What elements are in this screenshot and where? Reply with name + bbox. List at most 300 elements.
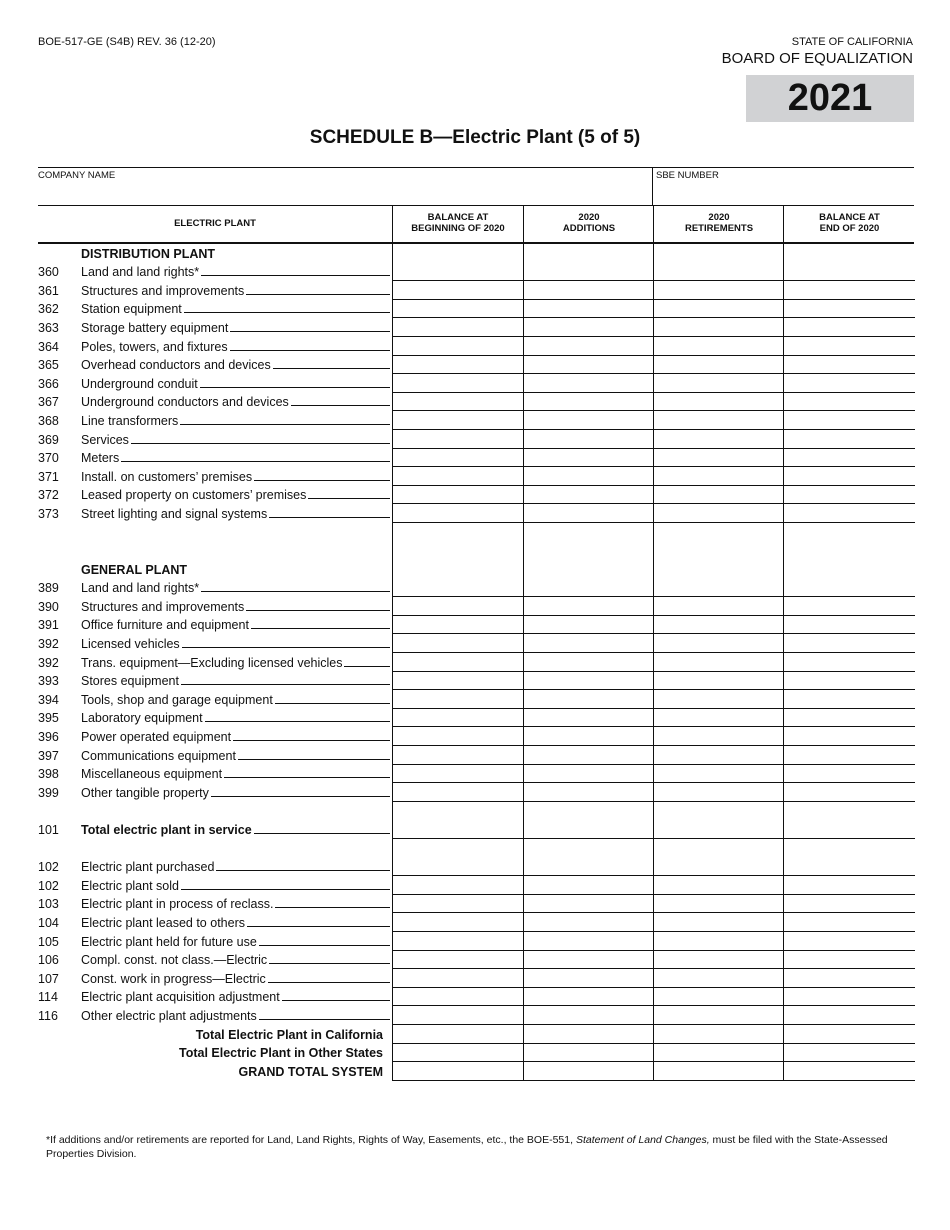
amount-field-balance-end[interactable] — [783, 300, 915, 319]
account-label: Licensed vehicles — [81, 637, 180, 652]
amount-field-balance-end[interactable] — [783, 430, 915, 449]
amount-field-additions[interactable] — [523, 597, 654, 616]
amount-field-balance-begin[interactable] — [392, 672, 523, 691]
amount-field-balance-end[interactable] — [783, 672, 915, 691]
amount-field-additions[interactable] — [523, 839, 654, 876]
amount-field-additions[interactable] — [523, 449, 654, 468]
amount-field-balance-begin[interactable] — [392, 969, 523, 988]
amount-field-balance-begin[interactable] — [392, 802, 523, 839]
amount-field-balance-begin[interactable] — [392, 709, 523, 728]
amount-field-additions[interactable] — [523, 895, 654, 914]
amount-field-retirements[interactable] — [653, 318, 784, 337]
amount-field-balance-end[interactable] — [783, 393, 915, 412]
account-description — [81, 953, 392, 967]
account-number: 369 — [38, 432, 59, 447]
amount-field-balance-end[interactable] — [783, 337, 915, 356]
account-label: Electric plant sold — [81, 878, 179, 893]
amount-field-balance-begin[interactable] — [392, 690, 523, 709]
account-label: Power operated equipment — [81, 730, 232, 745]
amount-field-balance-begin[interactable] — [392, 597, 523, 616]
total-label: Total Electric Plant in California — [195, 1027, 383, 1042]
amount-field-balance-begin[interactable] — [392, 263, 523, 282]
amount-field-retirements[interactable] — [653, 913, 784, 932]
account-label: Other tangible property — [81, 785, 209, 800]
footnote-form-title: Statement of Land Changes, — [575, 1134, 710, 1146]
column-header-label: 2020 ADDITIONS — [562, 212, 616, 234]
account-label: Electric plant acquisition adjustment — [81, 990, 280, 1005]
amount-field-additions[interactable] — [523, 634, 654, 653]
amount-field-balance-end[interactable] — [783, 449, 915, 468]
account-number: 360 — [38, 265, 59, 280]
amount-field-additions[interactable] — [523, 1006, 654, 1025]
leader-line — [308, 498, 390, 499]
empty-cell — [392, 244, 523, 263]
empty-cell — [392, 560, 523, 579]
table-row — [38, 356, 914, 375]
amount-field-additions[interactable] — [523, 969, 654, 988]
account-label: Other electric plant adjustments — [81, 1008, 257, 1023]
amount-field-retirements[interactable] — [653, 932, 784, 951]
account-label: Line transformers — [81, 413, 179, 428]
account-number: 367 — [38, 395, 59, 410]
amount-field-balance-end[interactable] — [783, 913, 915, 932]
amount-field-balance-end[interactable] — [783, 1062, 915, 1081]
amount-field-balance-end[interactable] — [783, 876, 915, 895]
leader-line — [282, 1000, 390, 1001]
amount-field-additions[interactable] — [523, 1062, 654, 1081]
amount-field-balance-begin[interactable] — [392, 504, 523, 523]
amount-field-balance-begin[interactable] — [392, 895, 523, 914]
company-name-label: COMPANY NAME — [38, 170, 116, 181]
table-row — [38, 969, 914, 988]
amount-field-retirements[interactable] — [653, 727, 784, 746]
account-number: 365 — [38, 358, 59, 373]
account-description — [81, 916, 392, 930]
amount-field-additions[interactable] — [523, 411, 654, 430]
amount-field-balance-begin[interactable] — [392, 318, 523, 337]
account-description — [81, 358, 392, 372]
leader-line — [275, 907, 390, 908]
account-number: 101 — [38, 823, 59, 837]
amount-field-additions[interactable] — [523, 263, 654, 282]
amount-field-additions[interactable] — [523, 337, 654, 356]
table-row — [38, 690, 914, 709]
table-row — [38, 876, 914, 895]
amount-field-balance-begin[interactable] — [392, 337, 523, 356]
amount-field-additions[interactable] — [523, 616, 654, 635]
footnote-text: *If additions and/or retirements are reported for Land, Land Rights, Rights of Way, Easements, etc., the BOE-551, — [46, 1134, 576, 1146]
amount-field-balance-begin[interactable] — [392, 1006, 523, 1025]
account-label: Leased property on customers’ premises — [81, 488, 307, 503]
amount-field-balance-begin[interactable] — [392, 932, 523, 951]
amount-field-balance-begin[interactable] — [392, 1062, 523, 1081]
amount-field-retirements[interactable] — [653, 374, 784, 393]
amount-field-additions[interactable] — [523, 504, 654, 523]
amount-field-additions[interactable] — [523, 281, 654, 300]
column-header-balance-begin — [392, 206, 523, 242]
table-row — [38, 616, 914, 635]
amount-field-retirements[interactable] — [653, 616, 784, 635]
amount-field-balance-end[interactable] — [783, 411, 915, 430]
amount-field-balance-end[interactable] — [783, 895, 915, 914]
amount-field-balance-end[interactable] — [783, 634, 915, 653]
leader-line — [246, 610, 390, 611]
amount-field-retirements[interactable] — [653, 281, 784, 300]
empty-cell — [523, 523, 654, 560]
account-description — [81, 618, 392, 632]
column-header-retirements — [653, 206, 784, 242]
leader-line — [230, 331, 390, 332]
page-title: SCHEDULE B—Electric Plant (5 of 5) — [309, 127, 641, 148]
leader-line — [182, 647, 390, 648]
amount-field-balance-end[interactable] — [783, 783, 915, 802]
amount-field-balance-begin[interactable] — [392, 430, 523, 449]
amount-field-retirements[interactable] — [653, 672, 784, 691]
amount-field-balance-begin[interactable] — [392, 988, 523, 1007]
account-label: Street lighting and signal systems — [81, 506, 268, 521]
amount-field-balance-end[interactable] — [783, 579, 915, 598]
leader-line — [247, 926, 390, 927]
empty-cell — [653, 523, 784, 560]
account-description — [81, 656, 392, 670]
amount-field-additions[interactable] — [523, 876, 654, 895]
table-row — [38, 951, 914, 970]
account-number: 363 — [38, 320, 59, 335]
amount-field-balance-begin[interactable] — [392, 634, 523, 653]
amount-field-retirements[interactable] — [653, 411, 784, 430]
empty-cell — [523, 244, 654, 263]
account-number: 104 — [38, 915, 59, 930]
account-description — [81, 990, 392, 1004]
amount-field-retirements[interactable] — [653, 988, 784, 1007]
table-row — [38, 1006, 914, 1025]
amount-field-balance-end[interactable] — [783, 374, 915, 393]
amount-field-balance-end[interactable] — [783, 839, 915, 876]
account-description — [81, 972, 392, 986]
column-header-balance-end — [783, 206, 915, 242]
amount-field-retirements[interactable] — [653, 1025, 784, 1044]
column-header-label: ELECTRIC PLANT — [174, 217, 256, 229]
account-label: Electric plant in process of reclass. — [81, 897, 274, 912]
amount-field-balance-end[interactable] — [783, 486, 915, 505]
amount-field-additions[interactable] — [523, 579, 654, 598]
amount-field-retirements[interactable] — [653, 876, 784, 895]
sbe-number-field[interactable] — [656, 182, 912, 204]
amount-field-retirements[interactable] — [653, 839, 784, 876]
amount-field-additions[interactable] — [523, 932, 654, 951]
account-number: 396 — [38, 730, 59, 745]
table-row — [38, 281, 914, 300]
amount-field-balance-begin[interactable] — [392, 579, 523, 598]
account-label: Underground conduit — [81, 376, 198, 391]
amount-field-balance-begin[interactable] — [392, 467, 523, 486]
total-row — [38, 1025, 914, 1044]
account-number: 389 — [38, 581, 59, 596]
account-number: 393 — [38, 674, 59, 689]
amount-field-retirements[interactable] — [653, 951, 784, 970]
amount-field-retirements[interactable] — [653, 969, 784, 988]
amount-field-additions[interactable] — [523, 356, 654, 375]
section-header-row — [38, 560, 914, 579]
amount-field-additions[interactable] — [523, 783, 654, 802]
account-label: Electric plant leased to others — [81, 915, 245, 930]
amount-field-balance-end[interactable] — [783, 263, 915, 282]
amount-field-balance-end[interactable] — [783, 969, 915, 988]
empty-cell — [392, 523, 523, 560]
leader-line — [216, 870, 390, 871]
empty-cell — [653, 244, 784, 263]
account-number: 107 — [38, 971, 59, 986]
table-row — [38, 504, 914, 523]
leader-line — [121, 461, 390, 462]
account-number: 372 — [38, 488, 59, 503]
amount-field-additions[interactable] — [523, 467, 654, 486]
leader-line — [275, 703, 390, 704]
account-number: 106 — [38, 953, 59, 968]
amount-field-additions[interactable] — [523, 765, 654, 784]
amount-field-retirements[interactable] — [653, 430, 784, 449]
form-id: BOE-517-GE (S4B) REV. 36 (12-20) — [38, 36, 216, 48]
account-number: 395 — [38, 711, 59, 726]
account-number: 364 — [38, 339, 59, 354]
amount-field-additions[interactable] — [523, 1025, 654, 1044]
amount-field-retirements[interactable] — [653, 449, 784, 468]
amount-field-retirements[interactable] — [653, 579, 784, 598]
table-row — [38, 895, 914, 914]
amount-field-balance-end[interactable] — [783, 653, 915, 672]
amount-field-retirements[interactable] — [653, 356, 784, 375]
account-label: Poles, towers, and fixtures — [81, 339, 228, 354]
amount-field-balance-begin[interactable] — [392, 783, 523, 802]
account-number: 392 — [38, 655, 59, 670]
amount-field-additions[interactable] — [523, 486, 654, 505]
leader-line — [200, 387, 390, 388]
amount-field-additions[interactable] — [523, 1044, 654, 1063]
amount-field-balance-begin[interactable] — [392, 300, 523, 319]
company-name-field[interactable] — [38, 182, 648, 204]
amount-field-balance-begin[interactable] — [392, 356, 523, 375]
leader-line — [344, 666, 390, 667]
leader-line — [254, 833, 390, 834]
amount-field-balance-begin[interactable] — [392, 616, 523, 635]
account-description — [81, 433, 392, 447]
table-row — [38, 467, 914, 486]
amount-field-retirements[interactable] — [653, 709, 784, 728]
table-row — [38, 672, 914, 691]
account-label: Meters — [81, 451, 120, 466]
account-number: 390 — [38, 599, 59, 614]
amount-field-balance-begin[interactable] — [392, 486, 523, 505]
account-description — [81, 860, 392, 874]
amount-field-balance-begin[interactable] — [392, 1025, 523, 1044]
amount-field-balance-end[interactable] — [783, 504, 915, 523]
amount-field-additions[interactable] — [523, 709, 654, 728]
account-label: Laboratory equipment — [81, 711, 203, 726]
amount-field-retirements[interactable] — [653, 1006, 784, 1025]
column-header-label: BALANCE AT END OF 2020 — [819, 212, 880, 234]
amount-field-balance-begin[interactable] — [392, 727, 523, 746]
amount-field-balance-end[interactable] — [783, 616, 915, 635]
leader-line — [233, 740, 390, 741]
account-description — [81, 600, 392, 614]
table-row — [38, 579, 914, 598]
account-label: Install. on customers’ premises — [81, 469, 253, 484]
account-number: 362 — [38, 302, 59, 317]
account-number: 373 — [38, 506, 59, 521]
leader-line — [254, 480, 390, 481]
amount-field-additions[interactable] — [523, 430, 654, 449]
amount-field-balance-begin[interactable] — [392, 393, 523, 412]
amount-field-additions[interactable] — [523, 951, 654, 970]
account-label: Overhead conductors and devices — [81, 358, 271, 373]
amount-field-retirements[interactable] — [653, 486, 784, 505]
leader-line — [184, 312, 390, 313]
account-label: Compl. const. not class.—Electric — [81, 953, 268, 968]
table-row — [38, 597, 914, 616]
amount-field-additions[interactable] — [523, 393, 654, 412]
amount-field-additions[interactable] — [523, 746, 654, 765]
account-description — [81, 935, 392, 949]
amount-field-balance-begin[interactable] — [392, 951, 523, 970]
amount-field-balance-begin[interactable] — [392, 1044, 523, 1063]
account-description — [81, 823, 392, 837]
account-description — [81, 451, 392, 465]
amount-field-balance-begin[interactable] — [392, 374, 523, 393]
account-label: Structures and improvements — [81, 283, 245, 298]
amount-field-retirements[interactable] — [653, 597, 784, 616]
section-title: DISTRIBUTION PLANT — [81, 246, 216, 261]
leader-line — [291, 405, 390, 406]
amount-field-retirements[interactable] — [653, 634, 784, 653]
account-description — [81, 786, 392, 800]
amount-field-balance-end[interactable] — [783, 690, 915, 709]
amount-field-balance-begin[interactable] — [392, 876, 523, 895]
account-number: 116 — [38, 1008, 58, 1023]
leader-line — [259, 945, 390, 946]
leader-line — [181, 889, 390, 890]
amount-field-retirements[interactable] — [653, 393, 784, 412]
account-label: Station equipment — [81, 302, 182, 317]
table-row — [38, 337, 914, 356]
account-number: 361 — [38, 283, 59, 298]
account-number: 398 — [38, 767, 59, 782]
amount-field-balance-end[interactable] — [783, 356, 915, 375]
amount-field-retirements[interactable] — [653, 263, 784, 282]
account-description — [81, 488, 392, 502]
amount-field-balance-begin[interactable] — [392, 653, 523, 672]
leader-line — [251, 628, 390, 629]
amount-field-retirements[interactable] — [653, 337, 784, 356]
amount-field-balance-begin[interactable] — [392, 281, 523, 300]
table-row — [38, 727, 914, 746]
total-label: GRAND TOTAL SYSTEM — [238, 1064, 383, 1079]
amount-field-additions[interactable] — [523, 988, 654, 1007]
column-header-electric-plant — [38, 206, 392, 242]
amount-field-balance-end[interactable] — [783, 318, 915, 337]
account-description — [81, 395, 392, 409]
amount-field-balance-end[interactable] — [783, 932, 915, 951]
amount-field-retirements[interactable] — [653, 895, 784, 914]
amount-field-balance-begin[interactable] — [392, 839, 523, 876]
account-label: Storage battery equipment — [81, 320, 229, 335]
column-header-label: 2020 RETIREMENTS — [684, 212, 754, 234]
amount-field-balance-end[interactable] — [783, 765, 915, 784]
leader-line — [246, 294, 390, 295]
account-description — [81, 414, 392, 428]
table-row — [38, 913, 914, 932]
leader-line — [131, 443, 390, 444]
amount-field-balance-end[interactable] — [783, 467, 915, 486]
amount-field-additions[interactable] — [523, 374, 654, 393]
total-label: Total Electric Plant in Other States — [179, 1046, 383, 1061]
amount-field-retirements[interactable] — [653, 504, 784, 523]
amount-field-balance-begin[interactable] — [392, 411, 523, 430]
leader-line — [181, 684, 390, 685]
account-description — [81, 730, 392, 744]
total-row — [38, 1044, 914, 1063]
amount-field-additions[interactable] — [523, 300, 654, 319]
account-number: 102 — [38, 878, 59, 893]
amount-field-balance-end[interactable] — [783, 951, 915, 970]
account-label: Tools, shop and garage equipment — [81, 692, 273, 707]
amount-field-balance-end[interactable] — [783, 1006, 915, 1025]
amount-field-balance-end[interactable] — [783, 802, 915, 839]
leader-line — [224, 777, 390, 778]
amount-field-balance-end[interactable] — [783, 1044, 915, 1063]
amount-field-retirements[interactable] — [653, 1062, 784, 1081]
amount-field-balance-end[interactable] — [783, 988, 915, 1007]
amount-field-retirements[interactable] — [653, 690, 784, 709]
amount-field-additions[interactable] — [523, 690, 654, 709]
account-description — [81, 302, 392, 316]
amount-field-balance-end[interactable] — [783, 746, 915, 765]
amount-field-balance-end[interactable] — [783, 281, 915, 300]
amount-field-balance-begin[interactable] — [392, 913, 523, 932]
amount-field-retirements[interactable] — [653, 746, 784, 765]
amount-field-retirements[interactable] — [653, 1044, 784, 1063]
account-label: Land and land rights* — [81, 265, 200, 280]
amount-field-retirements[interactable] — [653, 467, 784, 486]
amount-field-balance-begin[interactable] — [392, 765, 523, 784]
amount-field-additions[interactable] — [523, 672, 654, 691]
account-description — [81, 693, 392, 707]
amount-field-balance-begin[interactable] — [392, 746, 523, 765]
amount-field-retirements[interactable] — [653, 783, 784, 802]
account-label: Const. work in progress—Electric — [81, 971, 266, 986]
amount-field-additions[interactable] — [523, 318, 654, 337]
amount-field-additions[interactable] — [523, 913, 654, 932]
amount-field-retirements[interactable] — [653, 802, 784, 839]
amount-field-balance-begin[interactable] — [392, 449, 523, 468]
amount-field-retirements[interactable] — [653, 300, 784, 319]
amount-field-balance-end[interactable] — [783, 727, 915, 746]
amount-field-retirements[interactable] — [653, 653, 784, 672]
amount-field-balance-end[interactable] — [783, 709, 915, 728]
account-description — [81, 879, 392, 893]
footnote-text: must be filed with the State-Assessed Properties Division. — [46, 1134, 888, 1160]
amount-field-additions[interactable] — [523, 802, 654, 839]
amount-field-additions[interactable] — [523, 727, 654, 746]
table-row — [38, 709, 914, 728]
amount-field-retirements[interactable] — [653, 765, 784, 784]
amount-field-balance-end[interactable] — [783, 1025, 915, 1044]
account-label: Communications equipment — [81, 748, 236, 763]
table-row — [38, 746, 914, 765]
spacer-row — [38, 523, 914, 560]
amount-field-additions[interactable] — [523, 653, 654, 672]
account-description — [81, 637, 392, 651]
amount-field-balance-end[interactable] — [783, 597, 915, 616]
